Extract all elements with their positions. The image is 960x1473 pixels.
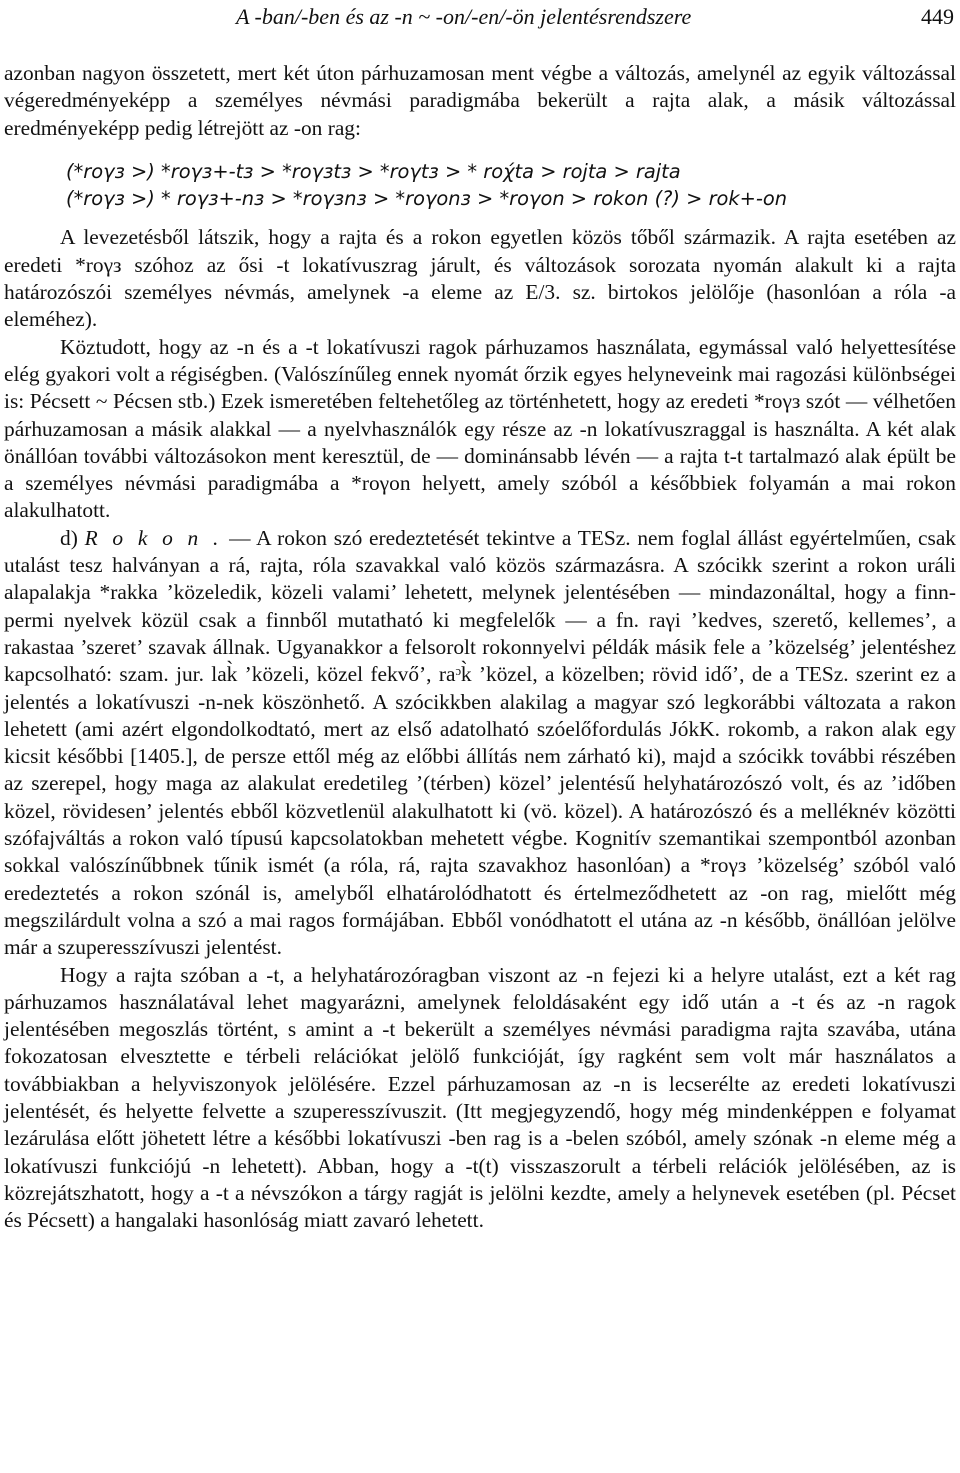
body-text	[4, 60, 956, 1234]
section-label: d)	[60, 525, 85, 550]
paragraph: A levezetésből látszik, hogy a rajta és a rokon egyetlen közös tőből származik. A rajta esetében az eredeti *roγз szóhoz az ősi -t lokatívuszrag járult, és változások sorozata nyomán alakult ki a rajta határozószói személyes névmás, amelynek -a eleme az E/3. sz. birtokos jelölője (hasonlóan a róla -a eleméhez).	[4, 225, 956, 332]
page-number: 449	[921, 4, 954, 29]
paragraph-section-d	[4, 525, 956, 962]
paragraph: Köztudott, hogy az -n és a -t lokatívuszi ragok párhuzamos használata, egymással való helyettesítése elég gyakori volt a régiségben. (Valószínűleg ennek nyomát őrzik egyes helyneveink mai ragozási különbségei is: Pécsett ~ Pécsen stb.) Ezek ismeretében feltehetőleg az történhetett, hogy az eredeti *roγз szót — vélhetően párhuzamosan a másik alakkal — a nyelvhasználók egy része az -n lokatívuszraggal is használta. A két alak önállóan további változásokon ment keresztül, de — dominánsabb lévén — a rajta t-t tartalmazó alak épült be a személyes névmási paradigmába a *roγon helyett, amely szóból a későbbiek folyamán a mai rokon alakulhatott.	[4, 334, 956, 523]
section-text: — A rokon szó eredeztetését tekintve a TESz. nem foglal állást egyértelműen, csak utalást tesz halványan a rá, rajta, róla szavakkal való közös származásra. A szócikk szerint a rokon uráli alapalakja *rakka ’közeledik, közeli valami’ lehetett, melynek jelentésében — mindazonáltal, hogy a finn-permi nyelvek közül csak a finnből mutatható ki megfelelők — a fn. raγi ’kedves, szerető, kellemes’, a rakastaa ’szeret’ szavak állnak. Ugyanakkor a felsorolt rokonnyelvi példák másik fele a ’közelség’ jelentéshez kapcsolható: szam. jur. lak̀ ’közeli, közel fekvő’, raᵓk̀ ’közel, a közelben; rövid idő’, de a TESz. szerint ez a jelentés a lokatívuszi -n-nek köszönhető. A szócikkben alakilag a magyar szó legkorábbi változata a rakon lehetett (ami azért elgondolkodtató, mert az első adatolható szóelőfordulás JókK. rokomb, a rakon alak egy kicsit későbbi [1405.], de persze ettől még az előbbi állítás nem zárható ki), majd a szócikk további részében az szerepel, hogy maga az alakulat eredetileg ’(térben) közel’ jelentésű helyhatározószó volt, és az ’időben közel, rövidesen’ jelentés ebből közvetlenül alakulhatott ki (vö. közel). A határozószó és a melléknév közötti szófajváltás a rokon való típusú kapcsolatokban mehetett végbe. Kognitív szemantikai szempontból azonban sokkal valószínűbbnek tűnik ismét (a róla, rá, rajta szavakhoz hasonlóan) a *roγз ’közelség’ szóból való eredeztetés a rokon szónál is, amelyből elhatárolódhatott és értelmeződhetett az -on rag, mielőtt még megszilárdult volna a szó a mai ragos formájában. Ebből vonódhatott el utána az -n később, önállóan jelölve már a szuperesszívuszi jelentést.	[4, 525, 957, 960]
paragraph: azonban nagyon összetett, mert két úton párhuzamosan ment végbe a változás, amelynél az egyik változással végeredményeképp a személyes névmási paradigmába bekerült a rajta alak, a másik változással eredményeképp pedig létrejött az -on rag:	[4, 61, 956, 140]
derivation-examples	[66, 158, 956, 213]
derivation-rokon: (*roγз >) * roγз+-nз > *roγзnз > *roγonз > *roγon > rokon (?) > rok+-on	[66, 187, 788, 211]
running-title: A -ban/-ben és az -n ~ -on/-en/-ön jelentésrendszere	[236, 4, 692, 29]
derivation-rajta: (*roγз >) *roγз+-tз > *roγзtз > *roγtз > * roχ́ta > rojta > rajta	[66, 159, 681, 183]
section-heading: R o k o n .	[84, 525, 223, 550]
running-header	[236, 4, 954, 30]
paragraph: Hogy a rajta szóban a -t, a helyhatározóragban viszont az -n fejezi ki a helyre utalást, ezt a két rag párhuzamos használatával lehet magyarázni, amelynek feloldásaként egy idő után a -t és az -n ragok jelentésében megoszlás történt, s amint a -t bekerült a személyes névmási paradigma rajta szavába, utána fokozatosan elvesztette e térbeli relációkat jelölő funkcióját, így ragként sem volt már használatos a továbbiakban a helyviszonyok jelölésére. Ezzel párhuzamosan az -n is lecserélte az eredeti lokatívuszi jelentését, és helyette felvette a szuperesszívuszit. (Itt megjegyzendő, hogy még mindenképpen e folyamat lezárulása előtt jöhetett létre a későbbi lokatívuszi -ben rag is a -belen szóból, amely szónak -n eleme még a lokatívuszi funkciójú -n lehetett). Abban, hogy a -t(t) visszaszorult a térbeli relációk jelölésében, az is közrejátszhatott, hogy a -t a névszókon a tárgy ragját is jelölni kezdte, amely a helynevek esetében (pl. Pécset és Pécsett) a hangalaki hasonlóság miatt zavaró lehetett.	[4, 962, 956, 1233]
